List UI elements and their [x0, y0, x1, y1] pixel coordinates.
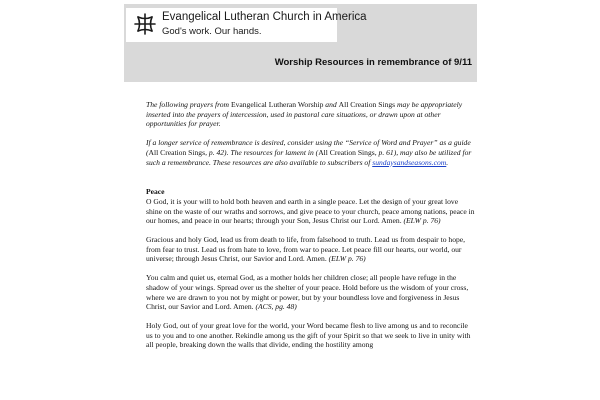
prayer-1-citation: (ELW p. 76)	[403, 216, 441, 226]
prayer-1	[146, 197, 476, 226]
prayer-3-citation: (ACS, pg. 48)	[255, 302, 297, 312]
org-name: Evangelical Lutheran Church in America	[162, 11, 367, 23]
intro-1-book-elw: Evangelical Lutheran Worship	[230, 100, 324, 109]
prayer-3-text: You calm and quiet us, eternal God, as a mother holds her children close; all people have refuge in the shadow of your wings. Spread over us the shelter of your peace. Hold before us the wisdom of your cross, where we are drawn to you not by might or power, but by your boundless love and forgiveness in Jesus Christ, our Savior and Lord. Amen.	[146, 273, 469, 312]
prayer-2-text: Gracious and holy God, lead us from death to life, from falsehood to truth. Lead us from despair to hope, from fear to trust. Lead us from hate to love, from war to peace. Let peace fill our hearts, our world, our universe; through Jesus Christ, our Savior and Lord. Amen.	[146, 235, 466, 264]
elca-cross-icon	[132, 11, 158, 37]
section-heading-peace: Peace	[146, 187, 165, 197]
prayer-4	[146, 321, 476, 350]
intro-1-text-c: and	[323, 100, 339, 109]
intro-paragraph-1	[146, 100, 476, 129]
intro-paragraph-2	[146, 138, 476, 167]
intro-2-text-f: .	[446, 157, 449, 167]
org-tagline: God's work. Our hands.	[162, 26, 262, 37]
intro-2-book-acs: All Creation Sings	[148, 147, 206, 157]
intro-2-text-a: If a longer service of remembrance is desired, consider using the “Service of Word and Prayer” as a guide (	[146, 138, 471, 157]
prayer-2-citation: (ELW p. 76)	[328, 254, 366, 264]
intro-1-text-e: may be appropriately inserted into the prayers of intercession, used in pastoral care situations, or drawn upon at other opportunities for prayer.	[146, 100, 463, 129]
intro-2-text-e: , p. 61), may also be utilized for such a remembrance. These resources are also available to subscribers of	[146, 147, 472, 167]
sundaysandseasons-link[interactable]: sundaysandseasons.com	[372, 157, 447, 167]
intro-1-text-a: The following prayers from	[146, 100, 231, 109]
intro-2-book-acs-2: All Creation Sings	[318, 147, 375, 157]
document-title: Worship Resources in remembrance of 9/11	[274, 57, 472, 68]
prayer-3	[146, 273, 476, 312]
intro-1-book-acs: All Creation Sings	[338, 100, 396, 109]
intro-2-text-c: , p. 42). The resources for lament in (	[205, 147, 319, 157]
document-body	[146, 100, 476, 359]
prayer-1-text: O God, it is your will to hold both heaven and earth in a single peace. Let the design of your great love shine on the waste of our wraths and sorrows, and give peace to your church, peace among nations, peace in our homes, and peace in our hearts; through your Son, Jesus Christ our Lord. Amen.	[146, 196, 475, 226]
elca-logo	[126, 8, 367, 42]
prayer-4-text: Holy God, out of your great love for the world, your Word became flesh to live among us and to reconcile us to you and to one another. Rekindle among us the gift of your Spirit so that we seek to live in unity with all people, breaking down the walls that divide, ending the hostility among	[146, 320, 471, 350]
prayer-2	[146, 235, 476, 264]
